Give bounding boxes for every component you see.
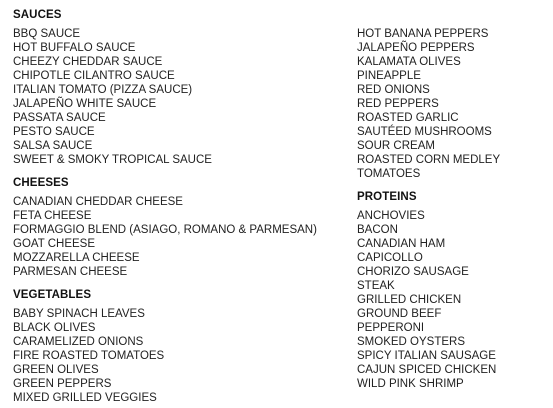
list-item: SPICY ITALIAN SAUSAGE xyxy=(357,350,496,362)
vegetables-section xyxy=(13,288,343,405)
left-column xyxy=(13,8,343,405)
list-item: GOAT CHEESE xyxy=(13,238,96,250)
cheeses-list xyxy=(13,195,343,279)
list-item: CARAMELIZED ONIONS xyxy=(13,336,144,348)
list-item: KALAMATA OLIVES xyxy=(357,56,461,68)
list-item: SALSA SAUCE xyxy=(13,140,93,152)
list-item: WILD PINK SHRIMP xyxy=(357,378,464,390)
list-item: CAPICOLLO xyxy=(357,252,423,264)
list-item: RED PEPPERS xyxy=(357,98,439,110)
list-item: CANADIAN CHEDDAR CHEESE xyxy=(13,196,183,208)
list-item: MIXED GRILLED VEGGIES xyxy=(13,392,157,404)
list-item: FORMAGGIO BLEND (ASIAGO, ROMANO & PARMESAN) xyxy=(13,224,317,236)
sauces-heading: SAUCES xyxy=(13,9,62,21)
cheeses-heading: CHEESES xyxy=(13,177,69,189)
list-item: HOT BANANA PEPPERS xyxy=(357,28,489,40)
proteins-list xyxy=(357,209,547,391)
sauces-section xyxy=(13,8,343,167)
list-item: SAUTÉED MUSHROOMS xyxy=(357,126,492,138)
list-item: SWEET & SMOKY TROPICAL SAUCE xyxy=(13,154,212,166)
list-item: PARMESAN CHEESE xyxy=(13,266,128,278)
list-item: GRILLED CHICKEN xyxy=(357,294,462,306)
vegetables-heading: VEGETABLES xyxy=(13,289,92,301)
list-item: SMOKED OYSTERS xyxy=(357,336,465,348)
proteins-heading: PROTEINS xyxy=(357,191,417,203)
list-item: BACON xyxy=(357,224,398,236)
list-item: PESTO SAUCE xyxy=(13,126,95,138)
list-item: FETA CHEESE xyxy=(13,210,92,222)
list-item: ITALIAN TOMATO (PIZZA SAUCE) xyxy=(13,84,193,96)
list-item: CHIPOTLE CILANTRO SAUCE xyxy=(13,70,175,82)
vegetables-list-right xyxy=(357,27,547,181)
list-item: CANADIAN HAM xyxy=(357,238,446,250)
list-item: ANCHOVIES xyxy=(357,210,425,222)
proteins-section xyxy=(357,190,547,391)
list-item: HOT BUFFALO SAUCE xyxy=(13,42,136,54)
list-item: MOZZARELLA CHEESE xyxy=(13,252,140,264)
list-item: SOUR CREAM xyxy=(357,140,435,152)
list-item: GREEN PEPPERS xyxy=(13,378,112,390)
list-item: JALAPEÑO PEPPERS xyxy=(357,42,475,54)
list-item: BBQ SAUCE xyxy=(13,28,81,40)
list-item: CAJUN SPICED CHICKEN xyxy=(357,364,497,376)
list-item: GREEN OLIVES xyxy=(13,364,99,376)
list-item: PEPPERONI xyxy=(357,322,425,334)
list-item: TOMATOES xyxy=(357,168,421,180)
list-item: JALAPEÑO WHITE SAUCE xyxy=(13,98,157,110)
list-item: RED ONIONS xyxy=(357,84,430,96)
vegetables-list-left xyxy=(13,307,343,405)
vegetables-continued-section xyxy=(357,27,547,181)
cheeses-section xyxy=(13,176,343,279)
list-item: PASSATA SAUCE xyxy=(13,112,106,124)
list-item: BLACK OLIVES xyxy=(13,322,96,334)
sauces-list xyxy=(13,27,343,167)
list-item: CHORIZO SAUSAGE xyxy=(357,266,469,278)
list-item: PINEAPPLE xyxy=(357,70,421,82)
list-item: FIRE ROASTED TOMATOES xyxy=(13,350,165,362)
right-column xyxy=(357,8,547,391)
list-item: STEAK xyxy=(357,280,395,292)
list-item: CHEEZY CHEDDAR SAUCE xyxy=(13,56,163,68)
list-item: GROUND BEEF xyxy=(357,308,442,320)
list-item: ROASTED GARLIC xyxy=(357,112,459,124)
list-item: ROASTED CORN MEDLEY xyxy=(357,154,501,166)
list-item: BABY SPINACH LEAVES xyxy=(13,308,145,320)
